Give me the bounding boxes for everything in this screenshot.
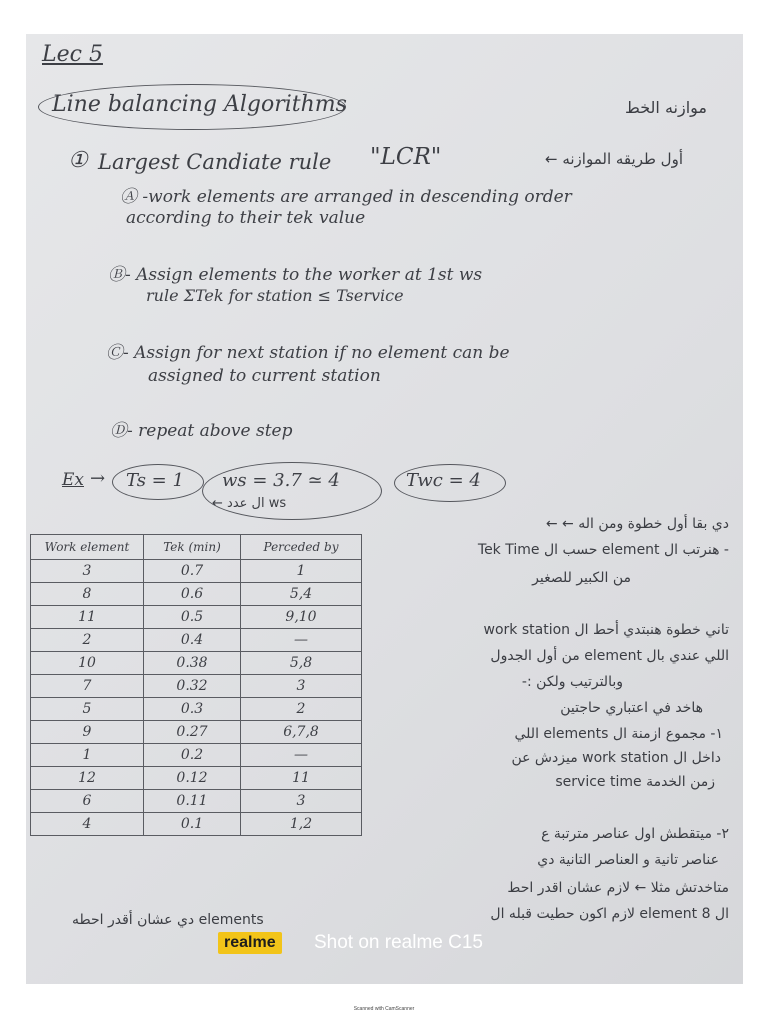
- table-row: [31, 652, 362, 675]
- preceded-by-cell: 3: [241, 675, 362, 698]
- note-line: دي بقا أول خطوة ومن اله ← ←: [545, 516, 729, 532]
- table-row: [31, 606, 362, 629]
- method-name: Largest Candiate rule: [98, 150, 332, 174]
- tek-cell: 0.1: [144, 813, 241, 836]
- ts-value: Ts = 1: [126, 470, 184, 491]
- step-c-line2: assigned to current station: [148, 366, 381, 386]
- tek-cell: 0.5: [144, 606, 241, 629]
- note-line: ٢- ميتقطش اول عناصر مترتبة ع: [541, 826, 729, 842]
- step-b-line1: Ⓑ- Assign elements to the worker at 1st ws: [108, 265, 483, 285]
- note-line: عناصر تانية و العناصر التانية دي: [537, 852, 719, 868]
- note-line: تاني خطوة هنبتدي أحط ال work station: [483, 622, 729, 638]
- note-line: ال element 8 لازم اكون حطيت قبله ال: [490, 906, 729, 922]
- note-line: elements دي عشان أقدر احطه: [72, 912, 264, 928]
- table-header-row: [31, 535, 362, 560]
- tek-cell: 0.12: [144, 767, 241, 790]
- work-element-cell: 10: [31, 652, 144, 675]
- example-label: Ex: [62, 470, 84, 490]
- note-line: من الكبير للصغير: [532, 570, 631, 586]
- work-element-cell: 12: [31, 767, 144, 790]
- note-line: زمن الخدمة service time: [555, 774, 715, 790]
- work-element-table: [30, 534, 362, 836]
- work-element-cell: 2: [31, 629, 144, 652]
- arabic-title: موازنه الخط: [625, 98, 707, 117]
- twc-value: Twc = 4: [406, 470, 481, 491]
- work-element-cell: 1: [31, 744, 144, 767]
- step-a-line2: according to their tek value: [126, 208, 366, 228]
- work-element-cell: 8: [31, 583, 144, 606]
- example-arrow: →: [90, 468, 106, 489]
- work-element-cell: 3: [31, 560, 144, 583]
- step-c-line1: Ⓒ- Assign for next station if no element can be: [106, 343, 510, 363]
- realme-logo: realme: [218, 932, 282, 954]
- preceded-by-cell: —: [241, 744, 362, 767]
- preceded-by-cell: 6,7,8: [241, 721, 362, 744]
- note-line: - هنرتب ال element حسب ال Tek Time: [477, 542, 729, 558]
- work-element-cell: 5: [31, 698, 144, 721]
- note-line: هاخد في اعتباري حاجتين: [560, 700, 703, 716]
- notebook-page-photo: [26, 34, 743, 984]
- table-row: [31, 767, 362, 790]
- tek-cell: 0.38: [144, 652, 241, 675]
- page-title: Line balancing Algorithms: [52, 92, 347, 117]
- preceded-by-cell: 1: [241, 560, 362, 583]
- tek-cell: 0.11: [144, 790, 241, 813]
- column-header-preceded-by: Perceded by: [241, 535, 362, 560]
- tek-cell: 0.2: [144, 744, 241, 767]
- tek-cell: 0.27: [144, 721, 241, 744]
- method-number: ①: [68, 148, 88, 173]
- preceded-by-cell: 1,2: [241, 813, 362, 836]
- table-row: [31, 560, 362, 583]
- preceded-by-cell: 9,10: [241, 606, 362, 629]
- camera-watermark: Shot on realme C15: [314, 932, 483, 953]
- note-line: اللي عندي بال element من أول الجدول: [490, 648, 729, 664]
- tek-cell: 0.6: [144, 583, 241, 606]
- tek-cell: 0.32: [144, 675, 241, 698]
- step-d-line1: Ⓓ- repeat above step: [110, 421, 293, 441]
- scanner-footer: Scanned with CamScanner: [353, 1006, 415, 1012]
- work-element-cell: 7: [31, 675, 144, 698]
- note-line: داخل ال work station ميزدش عن: [511, 750, 721, 766]
- work-element-cell: 9: [31, 721, 144, 744]
- work-element-cell: 4: [31, 813, 144, 836]
- table-row: [31, 744, 362, 767]
- table-row: [31, 698, 362, 721]
- preceded-by-cell: 5,8: [241, 652, 362, 675]
- preceded-by-cell: 2: [241, 698, 362, 721]
- note-line: ١- مجموع ازمنة ال elements اللي: [514, 726, 723, 742]
- ws-value: ws = 3.7 ≃ 4: [222, 470, 340, 491]
- preceded-by-cell: 5,4: [241, 583, 362, 606]
- note-line: وبالترتيب ولكن :-: [521, 674, 623, 690]
- ws-note: ws ال عدد ←: [212, 496, 287, 511]
- step-b-line2: rule ΣTek for station ≤ Tservice: [146, 286, 404, 305]
- table-row: [31, 790, 362, 813]
- work-element-cell: 6: [31, 790, 144, 813]
- tek-cell: 0.7: [144, 560, 241, 583]
- work-element-cell: 11: [31, 606, 144, 629]
- method-abbr: "LCR": [370, 144, 442, 170]
- table-row: [31, 583, 362, 606]
- table-row: [31, 813, 362, 836]
- column-header-work-element: Work element: [31, 535, 144, 560]
- step-a-line1: Ⓐ -work elements are arranged in descending order: [120, 187, 572, 207]
- table-row: [31, 675, 362, 698]
- preceded-by-cell: 11: [241, 767, 362, 790]
- column-header-tek: Tek (min): [144, 535, 241, 560]
- note-line: متاخدتش مثلا ← لازم عشان اقدر احط: [507, 880, 729, 896]
- tek-cell: 0.3: [144, 698, 241, 721]
- preceded-by-cell: 3: [241, 790, 362, 813]
- tek-cell: 0.4: [144, 629, 241, 652]
- lecture-label: Lec 5: [42, 42, 103, 67]
- table-row: [31, 721, 362, 744]
- method-arabic: أول طريقه الموازنه ←: [545, 150, 683, 168]
- preceded-by-cell: —: [241, 629, 362, 652]
- table-row: [31, 629, 362, 652]
